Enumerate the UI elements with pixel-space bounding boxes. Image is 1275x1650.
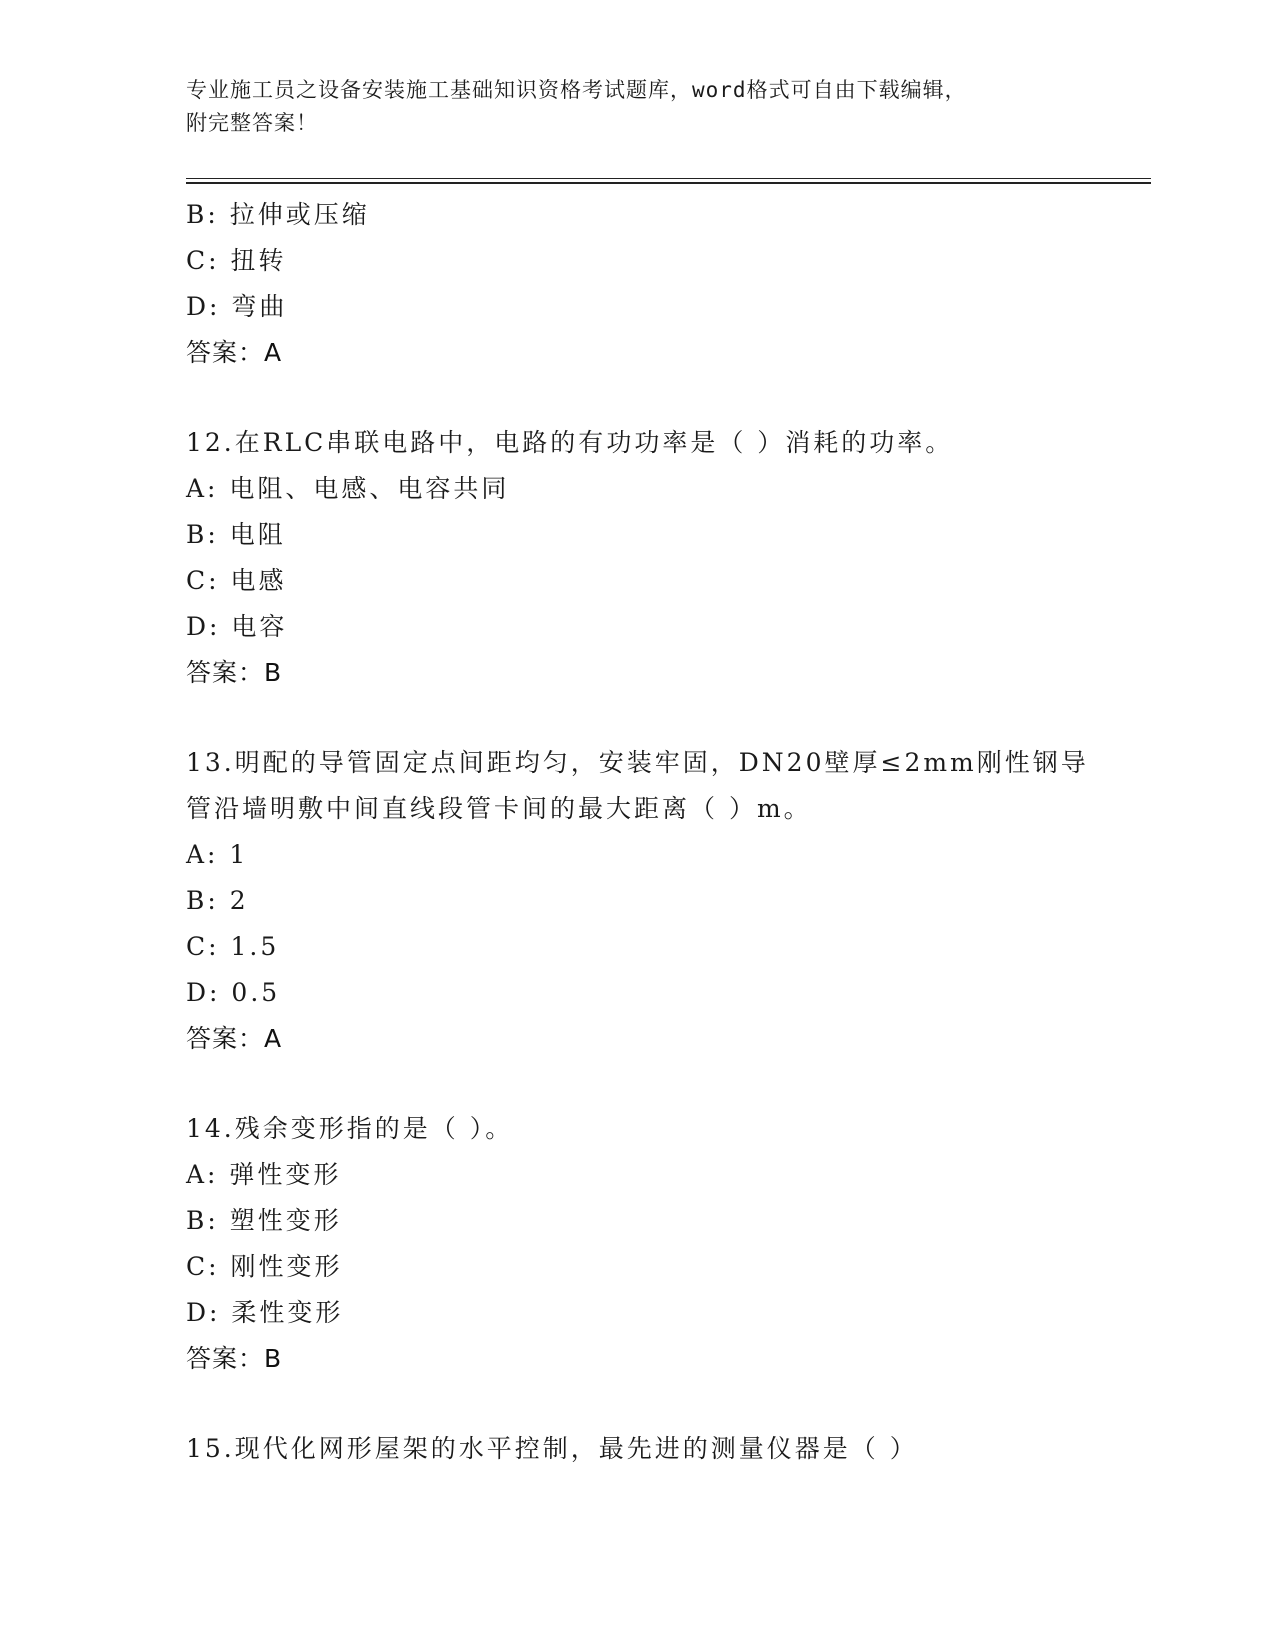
- option-a: A: 1: [186, 840, 249, 869]
- option-d: D: 柔性变形: [186, 1298, 344, 1327]
- option-b: B: 电阻: [186, 520, 286, 549]
- option-b: B: 拉伸或压缩: [186, 200, 370, 229]
- option-b: B: 塑性变形: [186, 1206, 342, 1235]
- question-11-continued: [186, 192, 1146, 376]
- option-d: D: 电容: [186, 612, 288, 641]
- question-stem-line-2: 管沿墙明敷中间直线段管卡间的最大距离（ ）m。: [186, 794, 812, 823]
- answer-line: 答案：A: [186, 1024, 283, 1053]
- header-title-line-1: 专业施工员之设备安装施工基础知识资格考试题库，word格式可自由下载编辑，: [186, 78, 967, 102]
- question-stem: 14.残余变形指的是（ ）。: [186, 1114, 514, 1143]
- question-stem: 12.在RLC串联电路中，电路的有功功率是（ ）消耗的功率。: [186, 428, 954, 457]
- option-b: B: 2: [186, 886, 249, 915]
- header-divider-thin: [186, 178, 1151, 179]
- option-c: C: 电感: [186, 566, 287, 595]
- question-13: [186, 740, 1146, 1062]
- option-c: C: 扭转: [186, 246, 287, 275]
- option-a: A: 电阻、电感、电容共同: [186, 474, 510, 503]
- question-stem: 15.现代化网形屋架的水平控制，最先进的测量仪器是（ ）: [186, 1434, 918, 1463]
- answer-line: 答案：B: [186, 1344, 283, 1373]
- option-d: D: 弯曲: [186, 292, 288, 321]
- question-list: [186, 192, 1146, 1472]
- answer-line: 答案：B: [186, 658, 283, 687]
- header-divider-thick: [186, 182, 1151, 184]
- question-stem-line-1: 13.明配的导管固定点间距均匀，安装牢固，DN20壁厚≤2mm刚性钢导: [186, 748, 1089, 777]
- question-15: [186, 1426, 1146, 1472]
- answer-line: 答案：A: [186, 338, 283, 367]
- question-14: [186, 1106, 1146, 1382]
- question-12: [186, 420, 1146, 696]
- option-d: D: 0.5: [186, 978, 281, 1007]
- option-c: C: 刚性变形: [186, 1252, 343, 1281]
- document-header: [186, 74, 1086, 140]
- option-a: A: 弹性变形: [186, 1160, 342, 1189]
- header-title-line-2: 附完整答案！: [186, 111, 318, 135]
- option-c: C: 1.5: [186, 932, 280, 961]
